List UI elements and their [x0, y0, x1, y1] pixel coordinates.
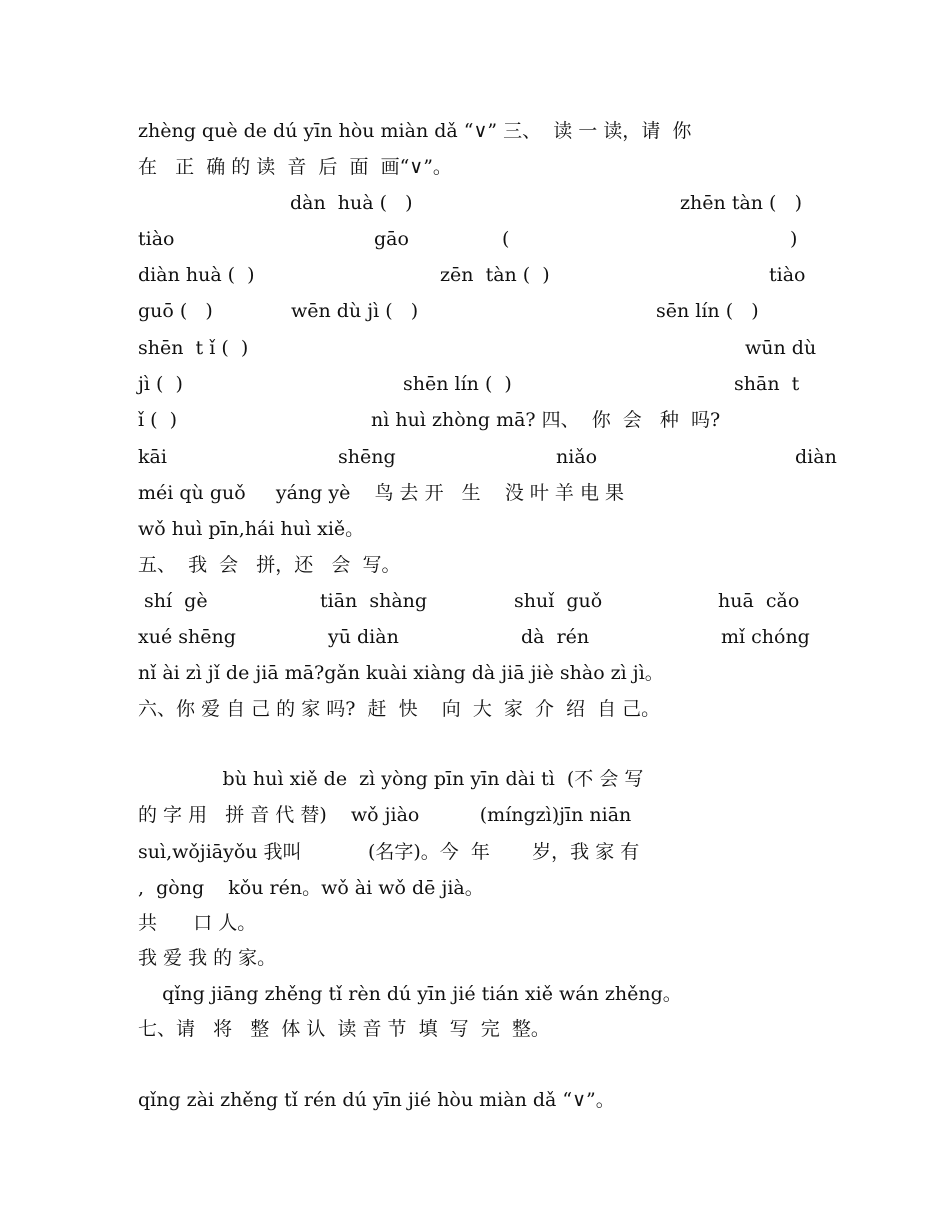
pinyin-row-11: [138, 661, 843, 687]
text: gāo: [374, 228, 409, 250]
text: ): [790, 228, 798, 250]
section-6-title: [138, 697, 843, 723]
text: wūn dù: [745, 337, 817, 359]
word-match-row: [138, 481, 818, 507]
text: tiān shàng: [320, 590, 428, 612]
pinyin-row-3: [138, 263, 818, 289]
instruction-line-3: [138, 803, 818, 829]
text: 在 正 确 的 读 音 后 面 画“∨”。: [138, 156, 452, 178]
text: yū diàn: [328, 626, 399, 648]
text: 的 字 用 拼 音 代 替) wǒ jiào (míngzì)jīn niān: [138, 804, 632, 826]
pinyin-row-2: [138, 227, 818, 253]
text: shí gè: [138, 590, 208, 612]
pinyin-row-7: [138, 445, 837, 471]
text: tiào: [769, 264, 806, 286]
pinyin-row-1: [290, 191, 802, 217]
text: diàn: [795, 446, 837, 468]
text: wēn dù jì ( ): [291, 300, 419, 322]
text: jì ( ): [138, 373, 183, 395]
text: qǐng jiāng zhěng tǐ rèn dú yīn jié tián xiě wán zhěng。: [138, 983, 682, 1005]
pinyin-row-9: [138, 589, 818, 615]
text: nì huì zhòng mā? 四、 你 会 种 吗?: [371, 409, 721, 431]
text: 六、你 爱 自 己 的 家 吗? 赶 快 向 大 家 介 绍 自 己。: [138, 698, 661, 720]
text: 共 口 人。: [138, 912, 257, 934]
text: diàn huà ( ): [138, 264, 255, 286]
text: suì,wǒjiāyǒu 我叫 (名字)。今 年 岁，我 家 有: [138, 841, 640, 863]
pinyin-row-13: [138, 876, 818, 902]
pinyin-row-10: [138, 625, 818, 651]
text: , gòng kǒu rén。wǒ ài wǒ dē jià。: [138, 877, 484, 899]
text: niǎo: [556, 446, 598, 468]
pinyin-row-8: [138, 517, 818, 543]
text: méi qù guǒ yáng yè 鸟 去 开 生 没 叶 羊 电 果: [138, 482, 625, 504]
text: nǐ ài zì jǐ de jiā mā?gǎn kuài xiàng dà jiā jiè shào zì jì。: [138, 662, 664, 684]
text: zhèng què de dú yīn hòu miàn dǎ “∨” 三、 读 一 读，请 你: [138, 120, 692, 142]
pinyin-row-5: [138, 336, 818, 362]
text: shuǐ guǒ: [514, 590, 603, 612]
section-7-title: [138, 1017, 818, 1043]
section-4-title: [138, 408, 818, 434]
instruction-line-2: [138, 155, 818, 181]
pinyin-row-6: [138, 372, 818, 398]
text-line-love-family: [138, 946, 818, 972]
text: zhēn tàn ( ): [680, 192, 802, 214]
pinyin-row-4: [138, 299, 818, 325]
section-5-title: [138, 553, 818, 579]
text: wǒ huì pīn,hái huì xiě。: [138, 518, 365, 540]
text: xué shēng: [138, 626, 236, 648]
text: sēn lín ( ): [656, 300, 759, 322]
text: 七、请 将 整 体 认 读 音 节 填 写 完 整。: [138, 1018, 550, 1040]
text-line-family-size: [138, 911, 818, 937]
text: 五、 我 会 拼，还 会 写。: [138, 554, 401, 576]
text: dà rén: [521, 626, 590, 648]
text: qǐng zài zhěng tǐ rén dú yīn jié hòu miàn dǎ “∨”。: [138, 1089, 615, 1111]
text: 我 爱 我 的 家。: [138, 947, 277, 969]
instruction-line-1: [138, 119, 818, 145]
text: shān t: [734, 373, 800, 395]
text: shēn lín ( ): [403, 373, 512, 395]
text: bù huì xiě de zì yòng pīn yīn dài tì (不 会 写: [138, 768, 644, 790]
text: zēn tàn ( ): [440, 264, 550, 286]
text: tiào: [138, 228, 175, 250]
text: (: [502, 228, 510, 250]
text: shēn t ǐ ( ): [138, 337, 249, 359]
text: dàn huà ( ): [290, 192, 413, 214]
text: kāi: [138, 446, 167, 468]
pinyin-row-12: [138, 767, 818, 793]
text: huā cǎo: [718, 590, 800, 612]
pinyin-row-15: [138, 1088, 818, 1114]
pinyin-row-14: [138, 982, 818, 1008]
text: shēng: [338, 446, 396, 468]
text: ǐ ( ): [138, 409, 178, 431]
instruction-line-4: [138, 840, 818, 866]
text: guō ( ): [138, 300, 213, 322]
text: mǐ chóng: [721, 626, 810, 648]
